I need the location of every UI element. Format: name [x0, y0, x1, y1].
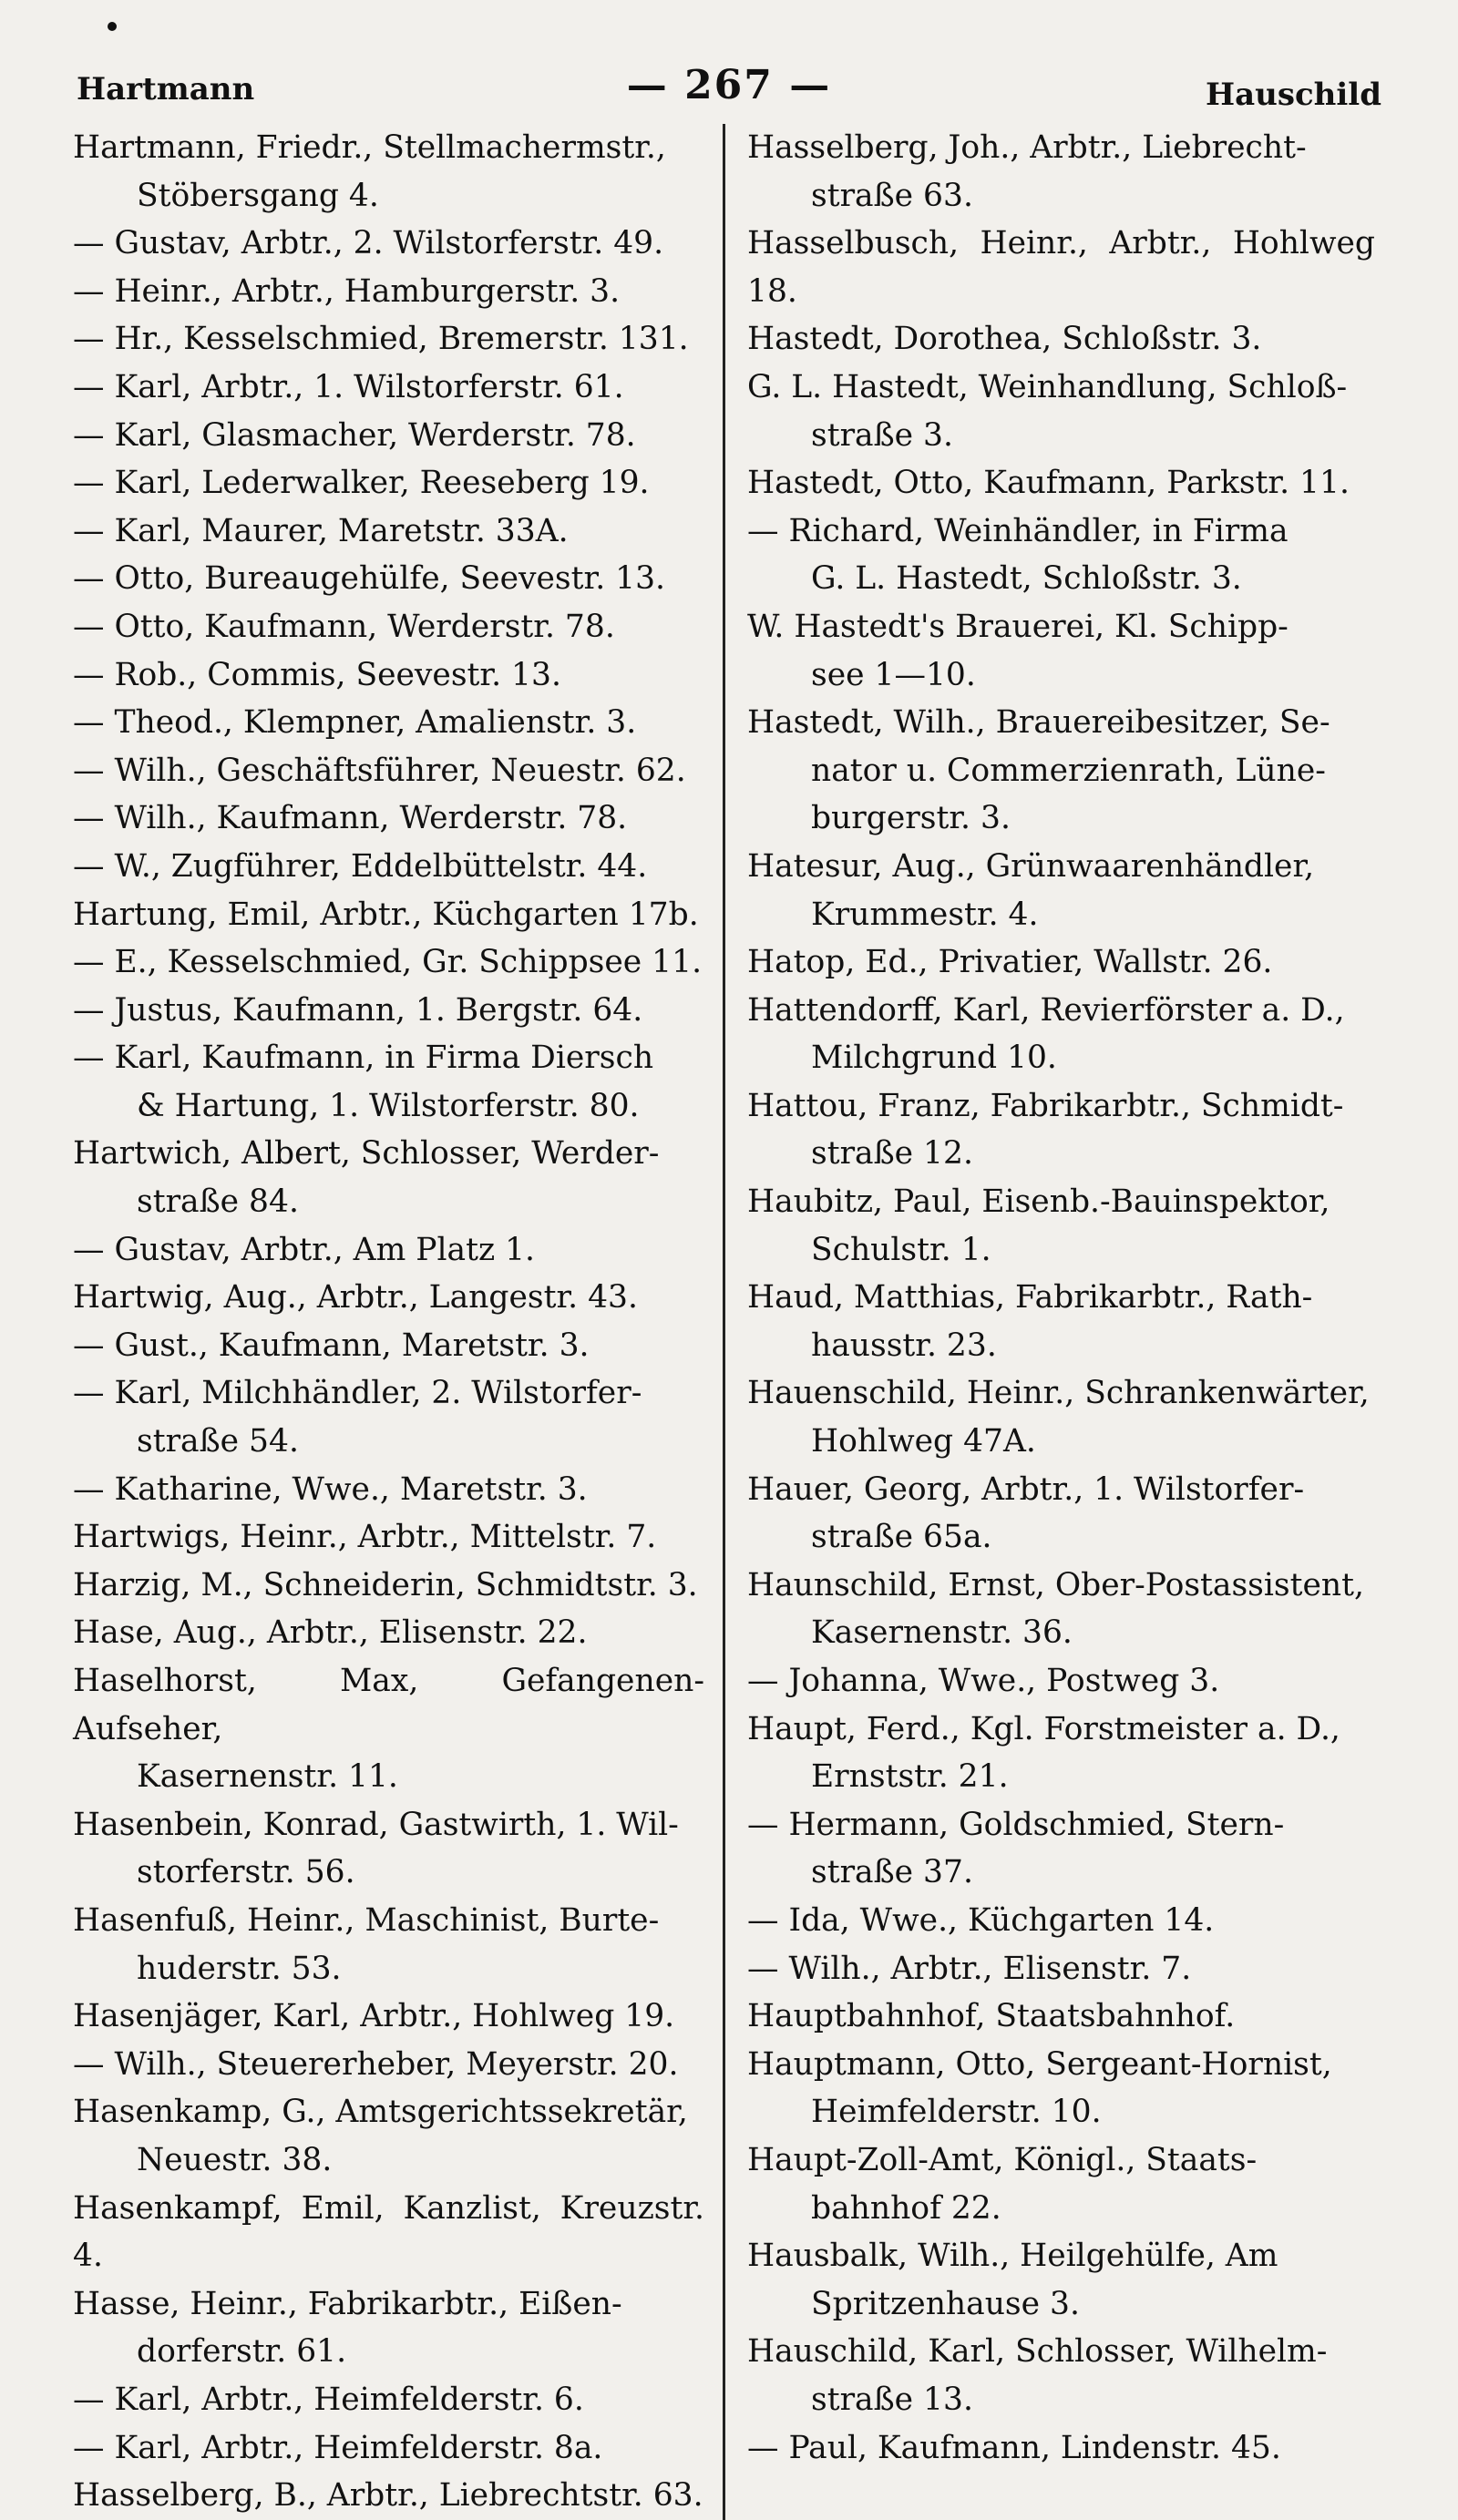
entry-line: Hauptmann, Otto, Sergeant-Hornist, [747, 2045, 1332, 2083]
entry-line: — Karl, Lederwalker, Reeseberg 19. [73, 465, 650, 502]
entry-line: Hartmann, Friedr., Stellmachermstr., [73, 129, 666, 166]
directory-entry [747, 603, 1375, 699]
directory-entry [73, 2088, 704, 2184]
directory-entry [747, 1178, 1375, 1274]
directory-entry [747, 2424, 1375, 2473]
entry-line: Harzig, M., Schneiderin, Schmidtstr. 3. [73, 1566, 698, 1603]
entry-line: — W., Zugführer, Eddelbüttelstr. 44. [73, 847, 648, 885]
directory-entry [747, 1466, 1375, 1562]
entry-continuation-line: Krummestr. 4. [811, 896, 1039, 933]
entry-line: Hatop, Ed., Privatier, Wallstr. 26. [747, 944, 1273, 981]
directory-entry [747, 315, 1375, 364]
columns [73, 124, 1385, 2520]
entry-line: Hartwich, Albert, Schlosser, Werder- [73, 1135, 660, 1173]
entry-continuation-line: Neuestr. 38. [137, 2141, 333, 2178]
entry-line: Hasenbein, Konrad, Gastwirth, 1. Wil- [73, 1806, 679, 1843]
directory-entry [73, 2376, 704, 2424]
entry-line: — Karl, Milchhändler, 2. Wilstorfer- [73, 1375, 642, 1412]
entry-line: Haupt-Zoll-Amt, Königl., Staats- [747, 2141, 1258, 2178]
directory-entry [747, 364, 1375, 459]
entry-line: Hastedt, Dorothea, Schloßstr. 3. [747, 321, 1262, 358]
directory-entry [747, 1706, 1375, 1801]
entry-continuation-line: dorferstr. 61. [137, 2333, 347, 2371]
entry-line: Hasenkampf, Emil, Kanzlist, Kreuzstr. 4. [73, 2189, 704, 2275]
entry-line: Hastedt, Otto, Kaufmann, Parkstr. 11. [747, 465, 1350, 502]
column-divider [723, 124, 725, 2520]
entry-line: — Theod., Klempner, Amalienstr. 3. [73, 704, 637, 742]
directory-entry [73, 2424, 704, 2473]
entry-line: Hartwig, Aug., Arbtr., Langestr. 43. [73, 1279, 638, 1316]
entry-continuation-line: Ernststr. 21. [811, 1758, 1009, 1796]
directory-entry [747, 1945, 1375, 1993]
entry-line: Hauptbahnhof, Staatsbahnhof. [747, 1998, 1236, 2035]
entry-continuation-line: straße 3. [811, 416, 953, 454]
entry-continuation-line: Stöbersgang 4. [137, 177, 379, 214]
directory-entry [747, 1274, 1375, 1369]
entry-continuation-line: hausstr. 23. [811, 1327, 997, 1364]
directory-entry [747, 124, 1375, 220]
entry-continuation-line: Kasernenstr. 11. [137, 1758, 398, 1796]
entry-line: — Wilh., Steuererheber, Meyerstr. 20. [73, 2045, 679, 2083]
directory-entry [73, 1466, 704, 1514]
entry-line: — Johanna, Wwe., Postweg 3. [747, 1663, 1220, 1699]
entry-line: G. L. Hastedt, Weinhandlung, Schloß- [747, 368, 1348, 405]
entry-continuation-line: G. L. Hastedt, Schloßstr. 3. [811, 560, 1242, 598]
directory-entry [747, 2041, 1375, 2136]
entry-line: — Karl, Maurer, Maretstr. 33A. [73, 512, 569, 549]
entry-continuation-line: bahnhof 22. [811, 2189, 1001, 2227]
entry-line: Hase, Aug., Arbtr., Elisenstr. 22. [73, 1614, 588, 1652]
entry-line: Hartung, Emil, Arbtr., Küchgarten 17b. [73, 896, 699, 933]
directory-entry [73, 2280, 704, 2376]
directory-entry [747, 938, 1375, 987]
entry-continuation-line: straße 54. [137, 1423, 299, 1460]
directory-entry [73, 794, 704, 843]
directory-entry [73, 555, 704, 603]
entry-line: Hasselberg, B., Arbtr., Liebrechtstr. 63. [73, 2477, 703, 2515]
entry-line: — Karl, Glasmacher, Werderstr. 78. [73, 416, 636, 454]
entry-line: Hasenfuß, Heinr., Maschinist, Burte- [73, 1901, 660, 1939]
entry-continuation-line: Heimfelderstr. 10. [811, 2094, 1102, 2131]
entry-line: Hauschild, Karl, Schlosser, Wilhelm- [747, 2333, 1328, 2371]
directory-entry [747, 1801, 1375, 1897]
directory-entry [747, 459, 1375, 507]
directory-entry [73, 1609, 704, 1657]
entry-continuation-line: huderstr. 53. [137, 1950, 342, 1987]
directory-entry [73, 2041, 704, 2089]
directory-entry [73, 699, 704, 747]
entry-continuation-line: storferstr. 56. [137, 1854, 355, 1891]
entry-continuation-line: nator u. Commerzienrath, Lüne- [811, 752, 1326, 789]
directory-entry [73, 412, 704, 460]
entry-continuation-line: burgerstr. 3. [811, 800, 1011, 837]
directory-entry [747, 2328, 1375, 2423]
directory-entry [73, 220, 704, 268]
entry-line: Hauer, Georg, Arbtr., 1. Wilstorfer- [747, 1470, 1305, 1508]
entry-line: — Hr., Kesselschmied, Bremerstr. 131. [73, 321, 689, 358]
directory-entry [73, 124, 704, 220]
entry-line: Hasselbusch, Heinr., Arbtr., Hohlweg 18. [747, 225, 1375, 310]
entry-continuation-line: straße 13. [811, 2381, 973, 2418]
entry-line: Hasenjäger, Karl, Arbtr., Hohlweg 19. [73, 1998, 675, 2035]
right-column [733, 124, 1375, 2520]
directory-entry [73, 1657, 704, 1801]
entry-line: — Justus, Kaufmann, 1. Bergstr. 64. [73, 991, 643, 1029]
entry-continuation-line: Hohlweg 47A. [811, 1423, 1036, 1460]
entry-continuation-line: straße 84. [137, 1183, 299, 1221]
page-number: — 267 — [626, 62, 832, 108]
directory-entry [73, 1513, 704, 1562]
entry-line: — Karl, Kaufmann, in Firma Diersch [73, 1040, 654, 1077]
entry-line: — Heinr., Arbtr., Hamburgerstr. 3. [73, 272, 621, 310]
entry-continuation-line: Spritzenhause 3. [811, 2285, 1080, 2322]
header-left-catchword: Hartmann [77, 71, 255, 108]
entry-line: — Karl, Arbtr., 1. Wilstorferstr. 61. [73, 368, 624, 405]
entry-line: Hauenschild, Heinr., Schrankenwärter, [747, 1375, 1370, 1412]
directory-entry [73, 1322, 704, 1370]
entry-line: Hasse, Heinr., Fabrikarbtr., Eißen- [73, 2285, 622, 2322]
entry-line: Haud, Matthias, Fabrikarbtr., Rath- [747, 1279, 1313, 1316]
entry-line: Haubitz, Paul, Eisenb.-Bauinspektor, [747, 1183, 1330, 1221]
entry-continuation-line: Kasernenstr. 36. [811, 1614, 1073, 1652]
directory-entry [747, 987, 1375, 1082]
directory-entry [747, 2136, 1375, 2232]
entry-line: Hattou, Franz, Fabrikarbtr., Schmidt- [747, 1087, 1344, 1124]
directory-entry [73, 268, 704, 316]
directory-entry [73, 1226, 704, 1275]
directory-entry [747, 1369, 1375, 1465]
directory-entry [747, 2232, 1375, 2328]
entry-line: Hartwigs, Heinr., Arbtr., Mittelstr. 7. [73, 1519, 657, 1556]
directory-entry [747, 1082, 1375, 1178]
entry-line: — Ida, Wwe., Küchgarten 14. [747, 1901, 1215, 1939]
entry-line: — Gustav, Arbtr., Am Platz 1. [73, 1231, 536, 1268]
entry-line: Hausbalk, Wilh., Heilgehülfe, Am [747, 2238, 1278, 2275]
entry-line: — Otto, Kaufmann, Werderstr. 78. [73, 608, 615, 645]
directory-entry [73, 987, 704, 1035]
directory-entry [747, 699, 1375, 843]
entry-line: — Wilh., Geschäftsführer, Neuestr. 62. [73, 752, 686, 789]
entry-line: — Rob., Commis, Seevestr. 13. [73, 656, 561, 693]
directory-entry [73, 1992, 704, 2041]
entry-continuation-line: Milchgrund 10. [811, 1040, 1057, 1077]
entry-line: — Paul, Kaufmann, Lindenstr. 45. [747, 2429, 1281, 2466]
directory-entry [73, 1897, 704, 1992]
entry-continuation-line: straße 12. [811, 1135, 973, 1173]
directory-entry [747, 1657, 1375, 1706]
entry-line: Haunschild, Ernst, Ober-Postassistent, [747, 1566, 1364, 1603]
directory-entry [73, 315, 704, 364]
directory-entry [73, 651, 704, 700]
entry-line: — Richard, Weinhändler, in Firma [747, 512, 1289, 549]
directory-entry [73, 1034, 704, 1130]
directory-entry [747, 1897, 1375, 1945]
entry-line: — Wilh., Arbtr., Elisenstr. 7. [747, 1950, 1192, 1987]
entry-line: — Wilh., Kaufmann, Werderstr. 78. [73, 800, 628, 837]
directory-entry [73, 2185, 704, 2280]
entry-line: Hatesur, Aug., Grünwaarenhändler, [747, 847, 1315, 885]
entry-line: — Katharine, Wwe., Maretstr. 3. [73, 1470, 588, 1508]
directory-entry [747, 220, 1375, 315]
directory-entry [73, 1274, 704, 1322]
entry-line: — Otto, Bureaugehülfe, Seevestr. 13. [73, 560, 665, 598]
entry-line: — Hermann, Goldschmied, Stern- [747, 1806, 1285, 1843]
entry-continuation-line: straße 37. [811, 1854, 973, 1891]
directory-entry [73, 1130, 704, 1225]
entry-line: Hattendorff, Karl, Revierförster a. D., [747, 991, 1345, 1029]
directory-entry [747, 1992, 1375, 2041]
directory-entry [73, 364, 704, 412]
left-column [73, 124, 715, 2520]
page-header [73, 36, 1385, 113]
entry-continuation-line: see 1—10. [811, 656, 976, 693]
directory-entry [73, 459, 704, 507]
entry-continuation-line: & Hartung, 1. Wilstorferstr. 80. [137, 1087, 640, 1124]
directory-entry [747, 507, 1375, 603]
directory-entry [73, 843, 704, 891]
entry-line: Hasenkamp, G., Amtsgerichtssekretär, [73, 2094, 688, 2131]
directory-entry [73, 938, 704, 987]
entry-line: Hastedt, Wilh., Brauereibesitzer, Se- [747, 704, 1330, 742]
directory-entry [73, 603, 704, 651]
directory-entry [73, 747, 704, 795]
entry-continuation-line: straße 63. [811, 177, 973, 214]
entry-line: W. Hastedt's Brauerei, Kl. Schipp- [747, 608, 1289, 645]
entry-line: — Karl, Arbtr., Heimfelderstr. 8a. [73, 2429, 603, 2466]
header-right-catchword: Hauschild [1205, 77, 1381, 113]
entry-line: — Gust., Kaufmann, Maretstr. 3. [73, 1327, 590, 1364]
entry-line: Hasselberg, Joh., Arbtr., Liebrecht- [747, 129, 1307, 166]
entry-line: — Karl, Arbtr., Heimfelderstr. 6. [73, 2381, 584, 2418]
directory-entry [747, 843, 1375, 938]
directory-entry [73, 2472, 704, 2520]
directory-entry [73, 507, 704, 556]
directory-entry [73, 891, 704, 939]
directory-entry [747, 1562, 1375, 1657]
entry-line: — Gustav, Arbtr., 2. Wilstorferstr. 49. [73, 225, 664, 262]
entry-line: — E., Kesselschmied, Gr. Schippsee 11. [73, 944, 703, 981]
directory-entry [73, 1801, 704, 1897]
entry-line: Haselhorst, Max, Gefangenen-Aufseher, [73, 1663, 704, 1747]
entry-continuation-line: Schulstr. 1. [811, 1231, 991, 1268]
directory-entry [73, 1369, 704, 1465]
ink-dot [108, 22, 117, 31]
directory-entry [73, 1562, 704, 1610]
entry-continuation-line: straße 65a. [811, 1519, 992, 1556]
entry-line: Haupt, Ferd., Kgl. Forstmeister a. D., [747, 1710, 1340, 1747]
